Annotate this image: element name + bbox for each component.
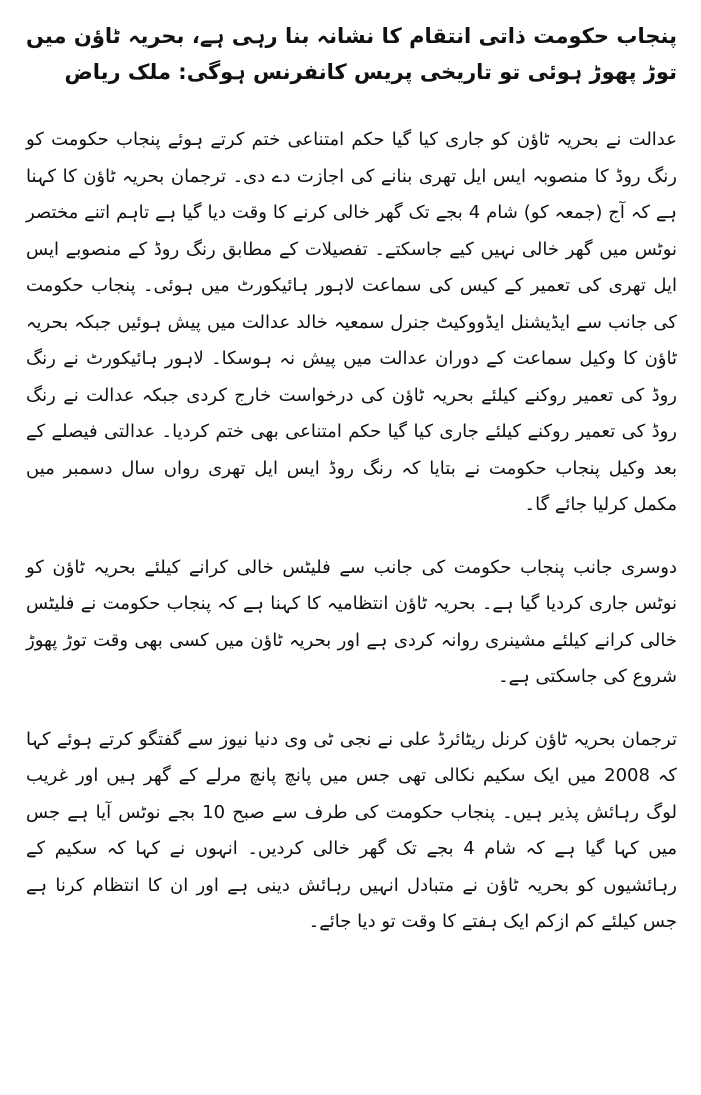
article-headline: پنجاب حکومت ذاتی انتقام کا نشانہ بنا رہی ہے، بحریہ ٹاؤن میں توڑ پھوڑ ہوئی تو تاریخی پریس کانفرنس ہوگی: ملک ریاض xyxy=(26,24,677,84)
article-paragraph-3: ترجمان بحریہ ٹاؤن کرنل ریٹائرڈ علی نے نجی ٹی وی دنیا نیوز سے گفتگو کرتے ہوئے کہا کہ 2008 میں ایک سکیم نکالی تھی جس میں پانچ پانچ مرلے کے گھر ہیں اور غریب لوگ رہائش پذیر ہیں۔ پنجاب حکومت کی طرف سے صبح 10 بجے نوٹس آیا ہے جس میں کہا گیا ہے کہ شام 4 بجے تک گھر خالی کردیں۔ انہوں نے کہا کہ سکیم کے رہائشیوں کو بحریہ ٹاؤن نے متبادل انہیں رہائش دینی ہے اور ان کا انتظام کرنا ہے جس کیلئے کم ازکم ایک ہفتے کا وقت تو دیا جائے۔ xyxy=(26,728,678,932)
article-paragraph-2: دوسری جانب پنجاب حکومت کی جانب سے فلیٹس خالی کرانے کیلئے بحریہ ٹاؤن کو نوٹس جاری کردیا گیا ہے۔ بحریہ ٹاؤن انتظامیہ کا کہنا ہے کہ پنجاب حکومت نے فلیٹس خالی کرانے کیلئے مشینری روانہ کردی ہے اور بحریہ ٹاؤن میں کسی بھی وقت توڑ پھوڑ شروع کی جاسکتی ہے۔ xyxy=(26,556,677,687)
article-paragraph-1: عدالت نے بحریہ ٹاؤن کو جاری کیا گیا حکم امتناعی ختم کرتے ہوئے پنجاب حکومت کو رنگ روڈ کا منصوبہ ایس ایل تھری بنانے کی اجازت دے دی۔ ترجمان بحریہ ٹاؤن کا کہنا ہے کہ آج (جمعہ کو) شام 4 بجے تک گھر خالی کرنے کا وقت دیا گیا ہے تاہم اتنے مختصر نوٹس میں گھر خالی نہیں کیے جاسکتے۔ تفصیلات کے مطابق رنگ روڈ کے منصوبے ایس ایل تھری کی تعمیر کے کیس کی سماعت لاہور ہائیکورٹ میں ہوئی۔ پنجاب حکومت کی جانب سے ایڈیشنل ایڈووکیٹ جنرل سمعیہ خالد عدالت میں پیش ہوئیں جبکہ بحریہ ٹاؤن کا وکیل سماعت کے دوران عدالت میں پیش نہ ہوسکا۔ لاہور ہائیکورٹ نے رنگ روڈ کی تعمیر روکنے کیلئے بحریہ ٹاؤن کی درخواست خارج کردی جبکہ عدالت نے رنگ روڈ کی تعمیر روکنے کیلئے جاری کیا گیا حکم امتناعی بھی ختم کردیا۔ عدالتی فیصلے کے بعد وکیل پنجاب حکومت نے بتایا کہ رنگ روڈ ایس ایل تھری رواں سال دسمبر میں مکمل کرلیا جائے گا۔ xyxy=(26,129,677,515)
